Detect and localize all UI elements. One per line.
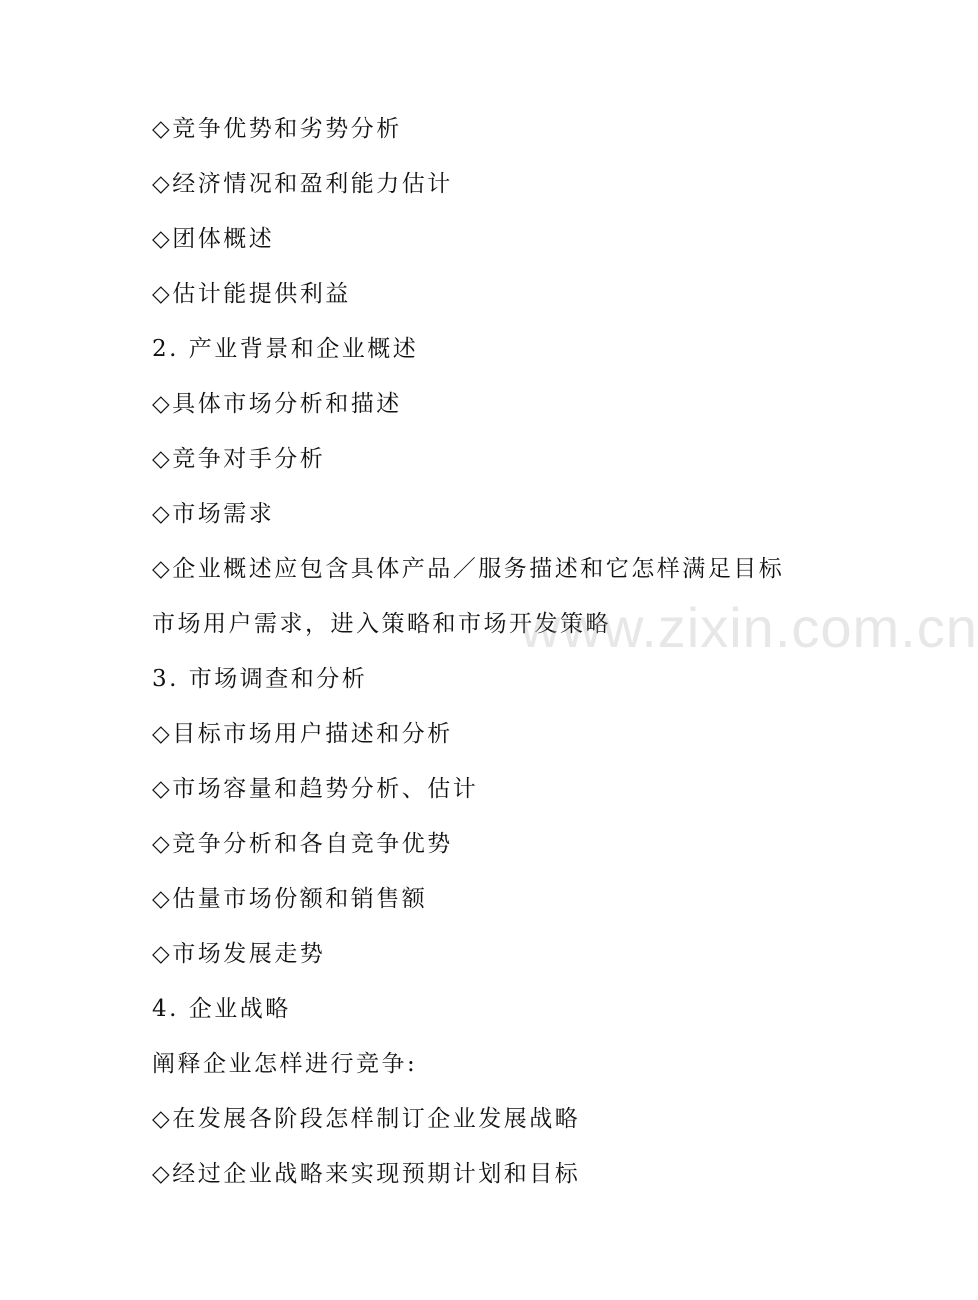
- text-line: ◇竞争对手分析: [152, 446, 326, 472]
- section-heading: 3. 市场调查和分析: [152, 666, 368, 692]
- text-line: ◇在发展各阶段怎样制订企业发展战略: [152, 1106, 581, 1132]
- text-line: ◇企业概述应包含具体产品／服务描述和它怎样满足目标: [152, 556, 785, 582]
- watermark: www.zixin.com.cn: [520, 596, 978, 659]
- text-line: ◇市场容量和趋势分析、估计: [152, 776, 479, 802]
- text-line: ◇团体概述: [152, 226, 275, 252]
- text-line: ◇竞争分析和各自竞争优势: [152, 831, 453, 857]
- text-line: ◇市场发展走势: [152, 941, 326, 967]
- text-line: ◇竞争优势和劣势分析: [152, 116, 402, 142]
- text-line: ◇经济情况和盈利能力估计: [152, 171, 453, 197]
- text-line: ◇估计能提供利益: [152, 281, 351, 307]
- text-line: ◇具体市场分析和描述: [152, 391, 402, 417]
- text-line: 阐释企业怎样进行竞争:: [152, 1051, 418, 1077]
- section-heading: 2. 产业背景和企业概述: [152, 336, 419, 362]
- text-line: ◇市场需求: [152, 501, 275, 527]
- text-line: ◇估量市场份额和销售额: [152, 886, 428, 912]
- text-line: 市场用户需求，进入策略和市场开发策略: [152, 611, 611, 637]
- section-heading: 4. 企业战略: [152, 996, 291, 1022]
- text-line: ◇经过企业战略来实现预期计划和目标: [152, 1161, 581, 1187]
- text-line: ◇目标市场用户描述和分析: [152, 721, 453, 747]
